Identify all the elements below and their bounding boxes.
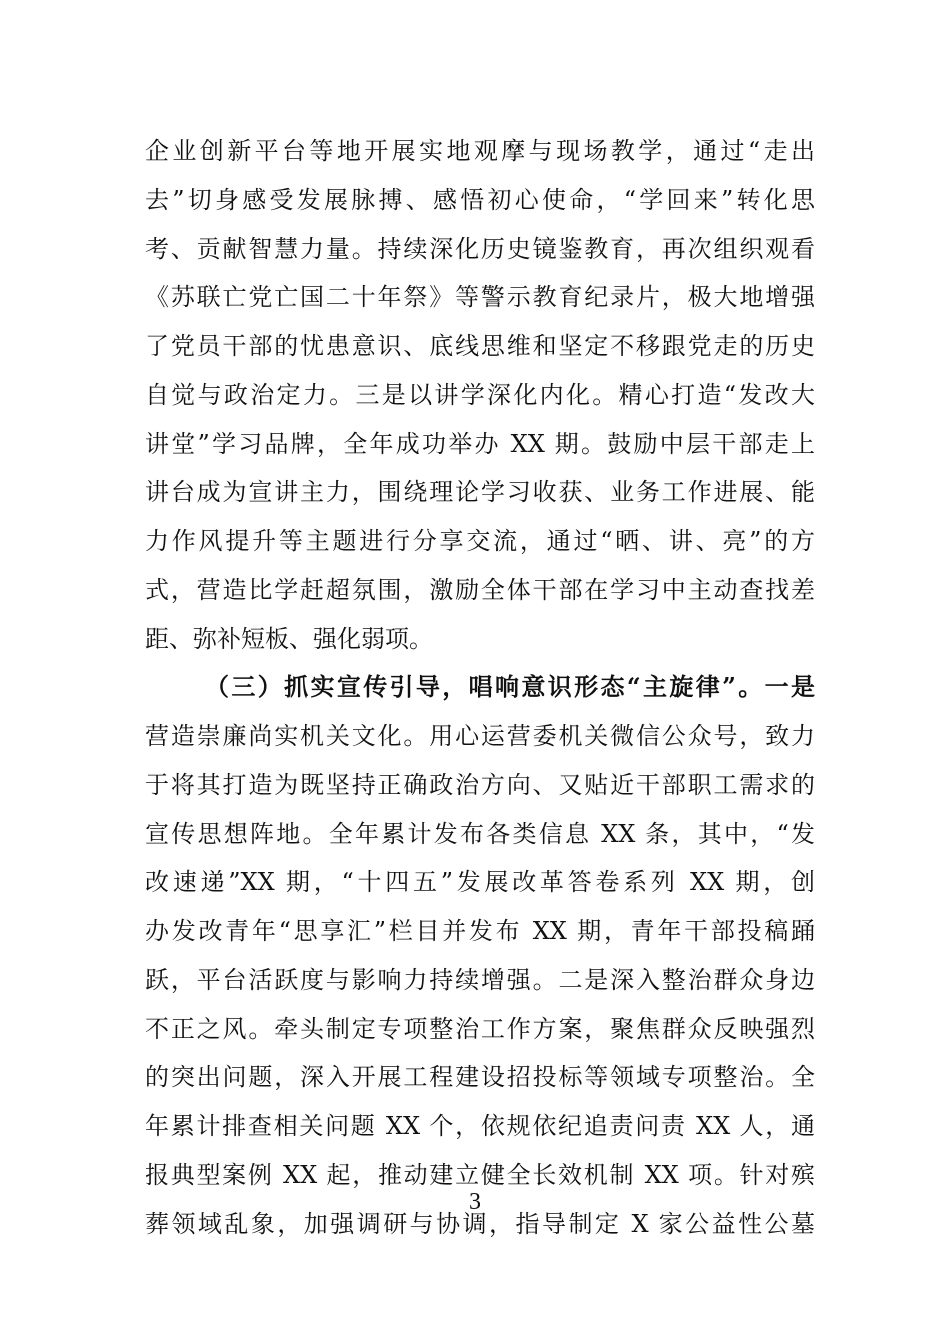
text-line: 讲堂”学习品牌，全年成功举办 XX 期。鼓励中层干部走上 <box>145 429 815 458</box>
text-line: 讲台成为宣讲主力，围绕理论学习收获、业务工作进展、能 <box>145 478 815 507</box>
text-line: 企业创新平台等地开展实地观摩与现场教学，通过“走出 <box>145 137 815 165</box>
text-line: 自觉与政治定力。三是以讲学深化内化。精心打造“发改大 <box>145 380 815 409</box>
body-text <box>145 127 815 1248</box>
text-line: 不正之风。牵头制定专项整治工作方案，聚焦群众反映强烈 <box>145 1014 815 1043</box>
text-line: 跃，平台活跃度与影响力持续增强。二是深入整治群众身边 <box>145 965 815 994</box>
text-line: 办发改青年“思享汇”栏目并发布 XX 期，青年干部投稿踊 <box>145 917 815 945</box>
page-number: 3 <box>469 1189 481 1215</box>
text-line: 力作风提升等主题进行分享交流，通过“晒、讲、亮”的方 <box>145 527 815 555</box>
text-line: 报典型案例 XX 起，推动建立健全长效机制 XX 项。针对殡 <box>145 1160 815 1189</box>
text-line: 年累计排查相关问题 XX 个，依规依纪追责问责 XX 人，通 <box>145 1112 815 1140</box>
text-line: 去”切身感受发展脉搏、感悟初心使命，“学回来”转化思 <box>145 185 815 214</box>
text-line: 葬领域乱象，加强调研与协调，指导制定 X 家公益性公墓 <box>145 1209 815 1238</box>
text-line: 于将其打造为既坚持正确政治方向、又贴近干部职工需求的 <box>145 770 815 799</box>
text-line: 了党员干部的忧患意识、底线思维和坚定不移跟党走的历史 <box>145 332 815 360</box>
text-line: 距、弥补短板、强化弱项。 <box>145 624 433 653</box>
text-line: 改速递”XX 期，“十四五”发展改革答卷系列 XX 期，创 <box>145 868 815 897</box>
section-heading-line: （三）抓实宣传引导，唱响意识形态“主旋律”。一是 <box>205 672 815 702</box>
text-line: 的突出问题，深入开展工程建设招投标等领域专项整治。全 <box>145 1063 815 1092</box>
text-line: 考、贡献智慧力量。持续深化历史镜鉴教育，再次组织观看 <box>145 234 815 263</box>
text-line: 宣传思想阵地。全年累计发布各类信息 XX 条，其中，“发 <box>145 819 815 848</box>
text-line: 营造崇廉尚实机关文化。用心运营委机关微信公众号，致力 <box>145 722 815 750</box>
text-line: 式，营造比学赶超氛围，激励全体干部在学习中主动查找差 <box>145 575 815 604</box>
text-line: 《苏联亡党亡国二十年祭》等警示教育纪录片，极大地增强 <box>145 283 815 312</box>
